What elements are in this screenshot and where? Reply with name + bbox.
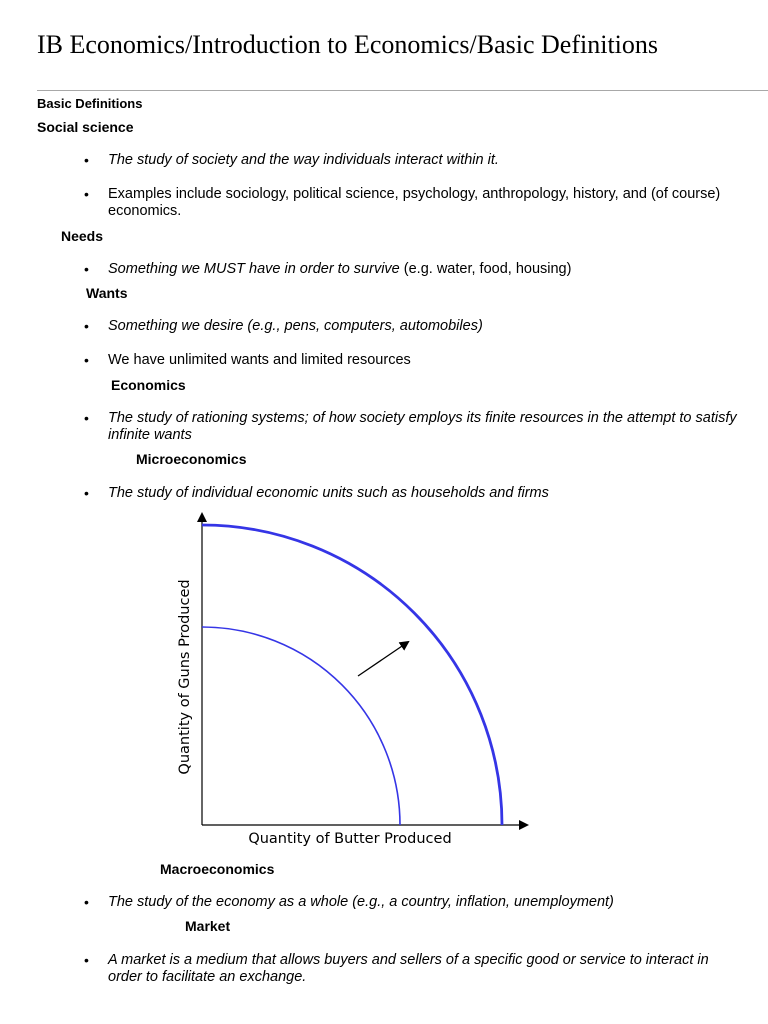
bullet-icon: • xyxy=(84,352,89,368)
heading-macroeconomics: Macroeconomics xyxy=(160,861,275,877)
heading-market: Market xyxy=(185,918,231,934)
ppf-inner-curve xyxy=(202,627,400,825)
title-divider xyxy=(37,90,768,91)
list-item xyxy=(84,894,734,912)
shift-arrow xyxy=(358,642,408,676)
bullet-icon: • xyxy=(84,485,89,501)
section-label: Basic Definitions xyxy=(37,96,143,111)
y-axis-label: Quantity of Guns Produced xyxy=(177,579,193,775)
list-item xyxy=(84,152,734,170)
bullet-text: The study of society and the way individuals interact within it. xyxy=(108,152,499,168)
bullet-icon: • xyxy=(84,261,89,277)
list-item xyxy=(84,485,734,503)
bullet-text-plain: (e.g. water, food, housing) xyxy=(399,261,572,277)
list-item xyxy=(84,410,737,446)
heading-wants: Wants xyxy=(86,285,128,301)
list-item xyxy=(84,952,734,988)
heading-microeconomics: Microeconomics xyxy=(136,451,247,467)
list-item xyxy=(84,318,734,336)
bullet-icon: • xyxy=(84,186,89,202)
bullet-text: We have unlimited wants and limited resources xyxy=(108,352,411,368)
ppf-outer-curve xyxy=(202,525,502,825)
bullet-text: The study of rationing systems; of how society employs its finite resources in the attempt to satisfy infinite wants xyxy=(108,410,737,443)
bullet-icon: • xyxy=(84,318,89,334)
bullet-text: Examples include sociology, political science, psychology, anthropology, history, and (of course) economics. xyxy=(108,186,721,219)
list-item xyxy=(84,186,734,222)
bullet-text-italic: Something we MUST have in order to survive xyxy=(108,261,400,277)
list-item xyxy=(84,352,734,370)
list-item xyxy=(84,261,734,279)
bullet-text: The study of individual economic units such as households and firms xyxy=(108,485,549,501)
heading-needs: Needs xyxy=(61,228,104,244)
page-title: IB Economics/Introduction to Economics/Basic Definitions xyxy=(37,30,659,59)
bullet-icon: • xyxy=(84,894,89,910)
bullet-text: The study of the economy as a whole (e.g., a country, inflation, unemployment) xyxy=(108,894,614,910)
bullet-text xyxy=(108,261,738,278)
heading-economics: Economics xyxy=(111,377,186,393)
bullet-text: A market is a medium that allows buyers and sellers of a specific good or service to interact in order to facilitate an exchange. xyxy=(108,952,709,985)
bullet-icon: • xyxy=(84,410,89,426)
x-axis-label: Quantity of Butter Produced xyxy=(248,831,452,847)
bullet-text: Something we desire (e.g., pens, computers, automobiles) xyxy=(108,318,483,334)
ppf-chart xyxy=(170,505,540,850)
bullet-icon: • xyxy=(84,152,89,168)
heading-social-science: Social science xyxy=(37,119,134,135)
bullet-icon: • xyxy=(84,952,89,968)
